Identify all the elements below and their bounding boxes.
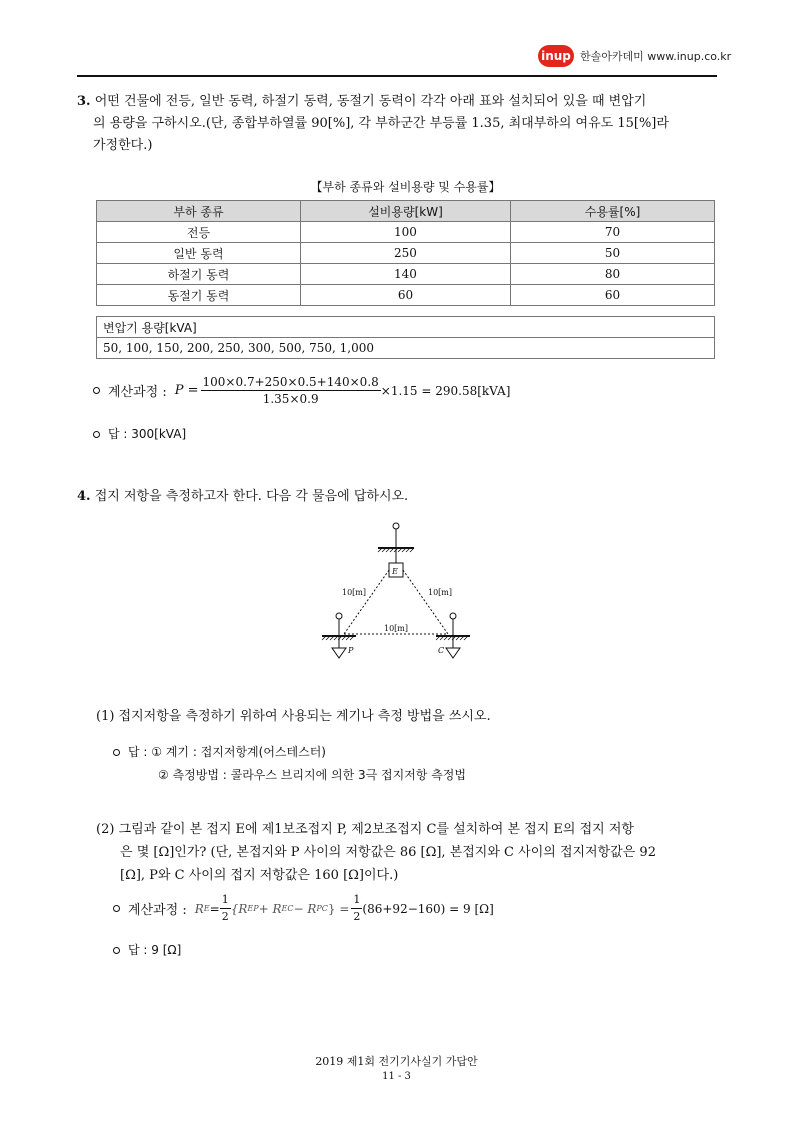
calc-sub-pc: PC [316,904,328,913]
q3-number: 3. [77,94,91,109]
answer-text: 답 : 300[kVA] [108,427,187,441]
dist-right: 10[m] [428,588,453,597]
terminal-e-icon [393,523,399,529]
calc-lhs-sub: E [203,904,210,913]
q4-sub1-answer2: ② 측정방법 : 콜라우스 브리지에 의한 3극 접지저항 측정법 [158,768,466,782]
calc-brace: {R [230,901,248,916]
terminal-p-icon [336,613,342,619]
q3-text-1: 어떤 건물에 전등, 일반 동력, 하절기 동력, 동절기 동력이 각각 아래 표와 설치되어 있을 때 변압기 [94,94,647,109]
cell: 일반 동력 [97,243,301,264]
calc-plus: + R [258,901,282,916]
frac-num: 1 [351,892,362,909]
dist-bottom: 10[m] [384,624,409,633]
calc-rhs: (86+92−160) = 9 [Ω] [362,901,494,916]
q4-sub2-line3: [Ω], P와 C 사이의 접지 저항값은 160 [Ω]이다.) [120,868,399,883]
calc-sub-ep: EP [247,904,259,913]
q3-line1 [77,91,646,113]
label-p: P [348,646,354,655]
col-header-capacity: 설비용량[kW] [300,201,510,222]
cell: 100 [300,222,510,243]
label-c: C [438,646,445,655]
page-number: 11 - 3 [382,1071,411,1082]
calc-denominator: 1.35×0.9 [262,392,319,406]
q4-text: 접지 저항을 측정하고자 한다. 다음 각 물음에 답하시오. [94,489,409,504]
footer-title: 2019 제1회 전기기사실기 가답안 [315,1055,478,1068]
table-row [97,264,715,285]
q3-calculation [93,374,510,407]
q4-sub2-calculation [113,892,494,925]
cell: 하절기 동력 [97,264,301,285]
bullet-icon [113,947,120,954]
cell: 50 [511,243,715,264]
calc-close: } = [327,901,350,916]
cell: 140 [300,264,510,285]
q3-line3: 가정한다.) [93,138,153,153]
ground-p-icon [332,648,346,658]
q3-answer [93,425,186,442]
calc-label: 계산과정 : [128,903,187,918]
calc-eq: = [209,901,220,916]
bullet-icon [93,387,100,394]
terminal-c-icon [450,613,456,619]
label-e: E [392,567,398,576]
q4-line [77,486,408,508]
frac-den: 2 [353,910,361,923]
load-table [96,200,715,306]
q3-line2: 의 용량을 구하시오.(단, 종합부하열률 90[%], 각 부하군간 부등률 1.35, 최대부하의 여유도 15[%]라 [93,116,669,131]
calc-numerator: 100×0.7+250×0.5+140×0.8 [202,375,379,389]
cell: 60 [300,285,510,306]
calc-minus: − R [293,901,317,916]
ground-c-icon [446,648,460,658]
table-header-row [97,201,715,222]
calc-fraction [201,374,381,407]
table-row [97,285,715,306]
table-title: 【부하 종류와 설비용량 및 수용률】 [310,180,501,194]
bullet-icon [93,431,100,438]
q4-sub1-answer1 [113,743,326,760]
q4-sub2-line1: (2) 그림과 같이 본 접지 E에 제1보조접지 P, 제2보조접지 C를 설치하여 본 접지 E의 접지 저항 [96,822,634,837]
transformer-header: 변압기 용량[kVA] [97,317,715,338]
cell: 전등 [97,222,301,243]
calc-half-1 [220,892,231,925]
table-row [97,338,715,359]
answer-text: 답 : ① 계기 : 접지저항계(어스테스터) [128,745,326,759]
frac-den: 2 [221,910,229,923]
transformer-values: 50, 100, 150, 200, 250, 300, 500, 750, 1,000 [97,338,715,359]
calc-rhs: ×1.15 = 290.58[kVA] [380,383,511,398]
calc-label: 계산과정 : [108,385,167,400]
col-header-demand: 수용률[%] [511,201,715,222]
cell: 70 [511,222,715,243]
header-rule [77,75,717,77]
brand-text: 한솔아카데미 www.inup.co.kr [580,50,732,63]
dist-left: 10[m] [342,588,367,597]
col-header-load-type: 부하 종류 [97,201,301,222]
calc-lhs: R [194,901,204,916]
q4-sub2-answer [113,941,181,958]
q4-sub2-line2: 은 몇 [Ω]인가? (단, 본접지와 P 사이의 저항값은 86 [Ω], 본접지와 C 사이의 접지저항값은 92 [120,845,656,860]
cell: 동절기 동력 [97,285,301,306]
cell: 60 [511,285,715,306]
brand-logo: inup [538,45,574,67]
frac-num: 1 [220,892,231,909]
calc-lhs: P = [174,383,199,398]
cell: 80 [511,264,715,285]
grounding-diagram [316,520,476,668]
q4-number: 4. [77,489,91,504]
cell: 250 [300,243,510,264]
answer-text: 답 : 9 [Ω] [128,943,182,957]
table-row [97,222,715,243]
calc-sub-ec: EC [281,904,294,913]
q4-sub1-question: (1) 접지저항을 측정하기 위하여 사용되는 계기나 측정 방법을 쓰시오. [96,709,491,724]
table-row [97,243,715,264]
bullet-icon [113,905,120,912]
transformer-table [96,316,715,359]
calc-half-2 [351,892,362,925]
bullet-icon [113,749,120,756]
table-row [97,317,715,338]
